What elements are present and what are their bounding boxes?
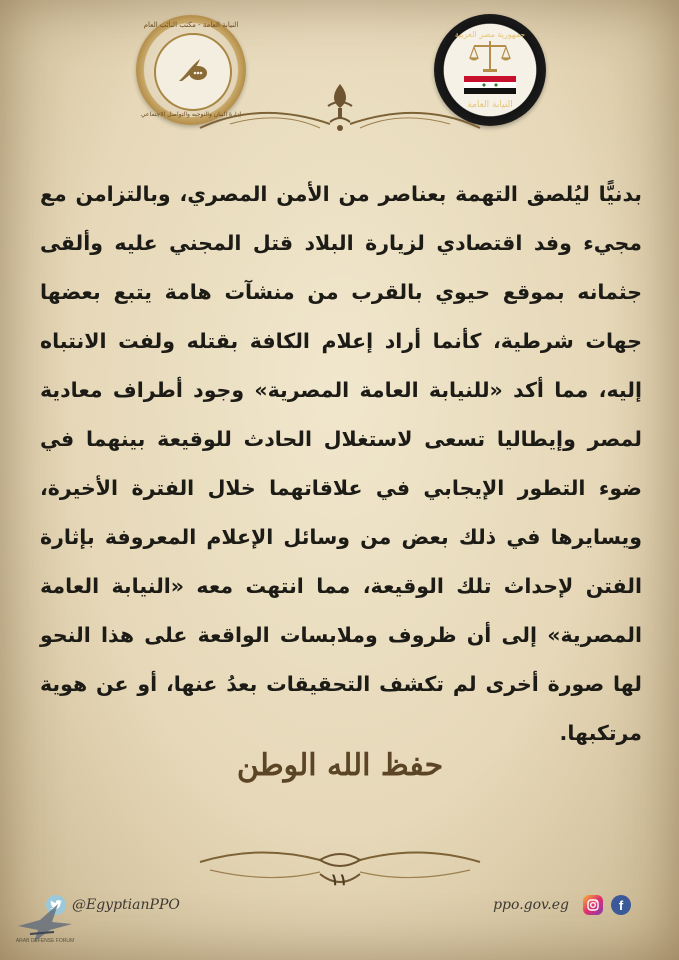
top-ornament: [190, 80, 490, 140]
website-link[interactable]: ppo.gov.eg: [493, 897, 569, 913]
page-number: ١١: [330, 870, 348, 889]
footer-social: [493, 893, 631, 917]
watermark-text: ARAB DEFENSE FORUM: [15, 938, 75, 944]
closing-line: حفظ الله الوطن: [236, 748, 444, 783]
twitter-handle[interactable]: @EgyptianPPO: [72, 897, 180, 913]
facebook-icon[interactable]: f: [611, 895, 631, 915]
logo-left-name: النيابة العامة - مكتب النائب العام: [143, 21, 239, 29]
statement-paragraph: بدنيًّا ليُلصق التهمة بعناصر من الأمن المصري، وبالتزامن مع مجيء وفد اقتصادي لزيارة البلاد قتل المجني عليه وألقى جثمانه بموقع حيوي بالقرب من منشآت هامة يتبع بعضها جهات شرطية، كأنما أراد إعلام الكافة بقتله ولفت الانتباه إليه، مما أكد «للنيابة العامة المصرية» وجود أطراف معادية لمصر وإيطاليا تسعى لاستغلال الحادث للوقيعة بينهما في ضوء التطور الإيجابي في علاقاتهما خلال الفترة الأخيرة، ويسايرها في ذلك بعض من وسائل الإعلام المعروفة بإثارة الفتن لإحداث تلك الوقيعة، مما انتهت معه «النيابة العامة المصرية» إلى أن ظروف وملابسات الواقعة على هذا النحو لها صورة أخرى لم تكشف التحقيقات بعدُ عنها، أو عن هوية مرتكبها.: [40, 182, 642, 745]
scales-of-justice-icon: [468, 38, 512, 74]
emblem-top-text: جمهورية مصر العربية: [454, 30, 526, 39]
emblem-bottom-text: النيابة العامة: [467, 100, 513, 110]
forum-watermark-emblem: [10, 898, 80, 956]
instagram-icon[interactable]: [583, 895, 603, 915]
logo-left-subtitle: إدارة البيان والتوجيه والتواصل الاجتماعي: [140, 111, 242, 118]
